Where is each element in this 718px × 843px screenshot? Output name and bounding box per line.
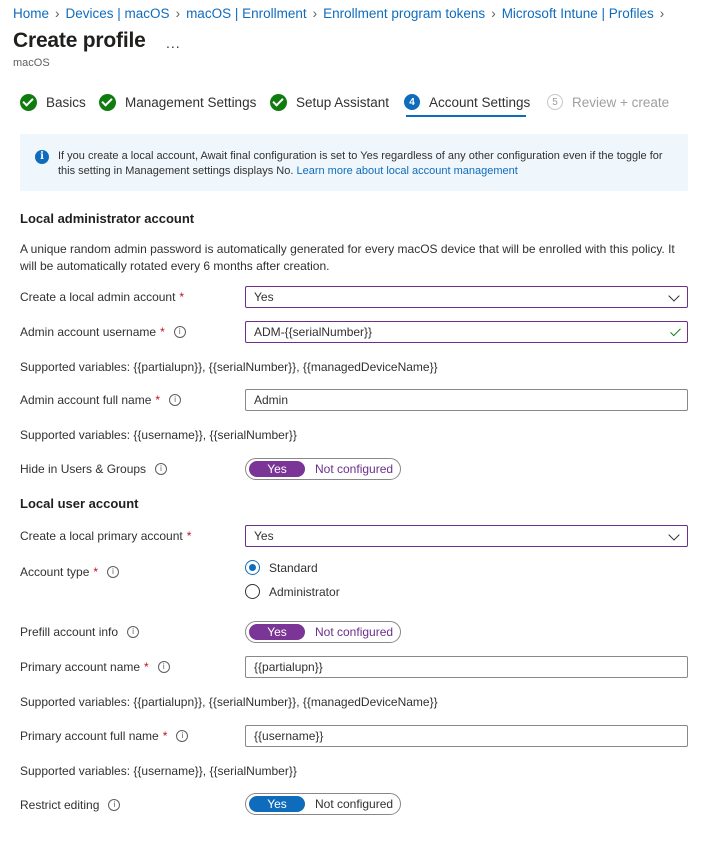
breadcrumb-enrollment-tokens[interactable]: Enrollment program tokens [323, 6, 486, 21]
radio-unselected-icon[interactable] [245, 584, 260, 599]
tab-setup-assistant-label: Setup Assistant [296, 94, 390, 110]
tab-account-settings[interactable] [404, 92, 530, 112]
valid-check-icon [670, 326, 681, 337]
primary-name-label [20, 660, 170, 674]
primary-name-input[interactable] [245, 656, 688, 678]
tab-basics-label: Basics [46, 94, 86, 110]
required-marker: * [179, 290, 185, 304]
step-number-badge: 5 [547, 94, 563, 110]
page-title: Create profile [13, 29, 146, 52]
breadcrumb [13, 6, 670, 21]
info-banner [20, 134, 688, 191]
chevron-right-icon: › [55, 6, 60, 21]
required-marker: * [162, 729, 168, 743]
create-admin-label [20, 290, 184, 304]
primary-fullname-value: {{username}} [254, 729, 324, 743]
prefill-label [20, 625, 139, 639]
primary-name-label-text: Primary account name [20, 660, 141, 674]
create-primary-label-text: Create a local primary account [20, 529, 183, 543]
create-primary-dropdown[interactable] [245, 525, 688, 547]
chevron-right-icon: › [659, 6, 665, 21]
toggle-not-configured[interactable]: Not configured [315, 462, 394, 476]
tab-management-settings[interactable] [99, 92, 256, 112]
info-icon: i [35, 150, 49, 164]
tab-management-settings-label: Management Settings [125, 94, 257, 110]
admin-fullname-help: Supported variables: {{username}}, {{serialNumber}} [20, 428, 297, 442]
breadcrumb-intune-profiles[interactable]: Microsoft Intune | Profiles [501, 6, 654, 21]
info-message: If you create a local account, Await final configuration is set to Yes regardless of any other configuration even if the toggle for this setting in Management settings displays No. [58, 150, 663, 177]
radio-administrator-label: Administrator [269, 584, 340, 599]
restrict-editing-label-text: Restrict editing [20, 798, 100, 812]
primary-name-value: {{partialupn}} [254, 660, 323, 674]
account-type-label-text: Account type [20, 565, 90, 579]
chevron-down-icon [668, 290, 679, 301]
breadcrumb-devices-macos[interactable]: Devices | macOS [65, 6, 170, 21]
info-tooltip-icon[interactable]: i [158, 661, 170, 673]
more-options-button[interactable]: ... [166, 35, 181, 51]
create-admin-dropdown[interactable] [245, 286, 688, 308]
tab-review-create-label: Review + create [572, 94, 670, 110]
breadcrumb-home[interactable]: Home [13, 6, 50, 21]
required-marker: * [155, 393, 161, 407]
chevron-right-icon: › [175, 6, 181, 21]
admin-username-input[interactable] [245, 321, 688, 343]
tab-review-create[interactable] [547, 92, 669, 112]
admin-username-help: Supported variables: {{partialupn}}, {{serialNumber}}, {{managedDeviceName}} [20, 360, 438, 374]
page-subtitle: macOS [13, 57, 50, 69]
radio-standard-label: Standard [269, 560, 318, 575]
admin-username-value: ADM-{{serialNumber}} [254, 325, 373, 339]
create-primary-label [20, 529, 191, 543]
step-number-badge: 4 [404, 94, 420, 110]
required-marker: * [93, 565, 99, 579]
hide-users-groups-label [20, 462, 167, 476]
required-marker: * [144, 660, 149, 674]
checkmark-icon [20, 94, 37, 111]
admin-fullname-label [20, 393, 181, 407]
admin-username-label-text: Admin account username [20, 325, 157, 339]
admin-fullname-input[interactable] [245, 389, 688, 411]
admin-fullname-value: Admin [254, 393, 289, 407]
active-tab-indicator [406, 115, 526, 117]
primary-fullname-input[interactable] [245, 725, 688, 747]
required-marker: * [160, 325, 165, 339]
primary-name-help: Supported variables: {{partialupn}}, {{serialNumber}}, {{managedDeviceName}} [20, 695, 438, 709]
prefill-toggle[interactable] [245, 621, 401, 643]
info-tooltip-icon[interactable]: i [108, 799, 120, 811]
toggle-yes[interactable]: Yes [249, 624, 305, 640]
hide-users-groups-label-text: Hide in Users & Groups [20, 462, 147, 476]
radio-administrator[interactable] [245, 584, 340, 599]
tab-setup-assistant[interactable] [270, 92, 389, 112]
chevron-down-icon [668, 529, 679, 540]
checkmark-icon [99, 94, 116, 111]
admin-description: A unique random admin password is automatically generated for every macOS device that will be enrolled with this policy. It will be automatically rotated every 6 months after creation. [20, 242, 675, 273]
hide-users-groups-toggle[interactable] [245, 458, 401, 480]
toggle-not-configured[interactable]: Not configured [315, 797, 394, 811]
info-tooltip-icon[interactable]: i [176, 730, 188, 742]
toggle-yes[interactable]: Yes [249, 461, 305, 477]
create-admin-value: Yes [254, 290, 274, 304]
learn-more-link[interactable]: Learn more about local account management [296, 164, 518, 177]
create-primary-value: Yes [254, 529, 274, 543]
toggle-yes[interactable]: Yes [249, 796, 305, 812]
breadcrumb-macos-enrollment[interactable]: macOS | Enrollment [186, 6, 307, 21]
radio-selected-icon[interactable] [245, 560, 260, 575]
tab-basics[interactable] [20, 92, 86, 112]
admin-username-label [20, 325, 186, 339]
section-heading-user: Local user account [20, 496, 139, 511]
checkmark-icon [270, 94, 287, 111]
account-type-label [20, 565, 119, 579]
tab-account-settings-label: Account Settings [429, 94, 531, 110]
required-marker: * [186, 529, 192, 543]
info-banner-text [58, 149, 678, 178]
info-tooltip-icon[interactable]: i [174, 326, 186, 338]
chevron-right-icon: › [312, 6, 318, 21]
primary-fullname-help: Supported variables: {{username}}, {{serialNumber}} [20, 764, 297, 778]
primary-fullname-label-text: Primary account full name [20, 729, 159, 743]
info-tooltip-icon[interactable]: i [155, 463, 167, 475]
info-tooltip-icon[interactable]: i [127, 626, 139, 638]
create-admin-label-text: Create a local admin account [20, 290, 176, 304]
info-tooltip-icon[interactable]: i [169, 394, 181, 406]
chevron-right-icon: › [491, 6, 496, 21]
info-tooltip-icon[interactable]: i [107, 566, 119, 578]
admin-fullname-label-text: Admin account full name [20, 393, 152, 407]
restrict-editing-toggle[interactable] [245, 793, 401, 815]
radio-standard[interactable] [245, 560, 318, 575]
restrict-editing-label [20, 798, 120, 812]
section-heading-admin: Local administrator account [20, 211, 195, 226]
prefill-label-text: Prefill account info [20, 625, 119, 639]
primary-fullname-label [20, 729, 188, 743]
toggle-not-configured[interactable]: Not configured [315, 625, 394, 639]
